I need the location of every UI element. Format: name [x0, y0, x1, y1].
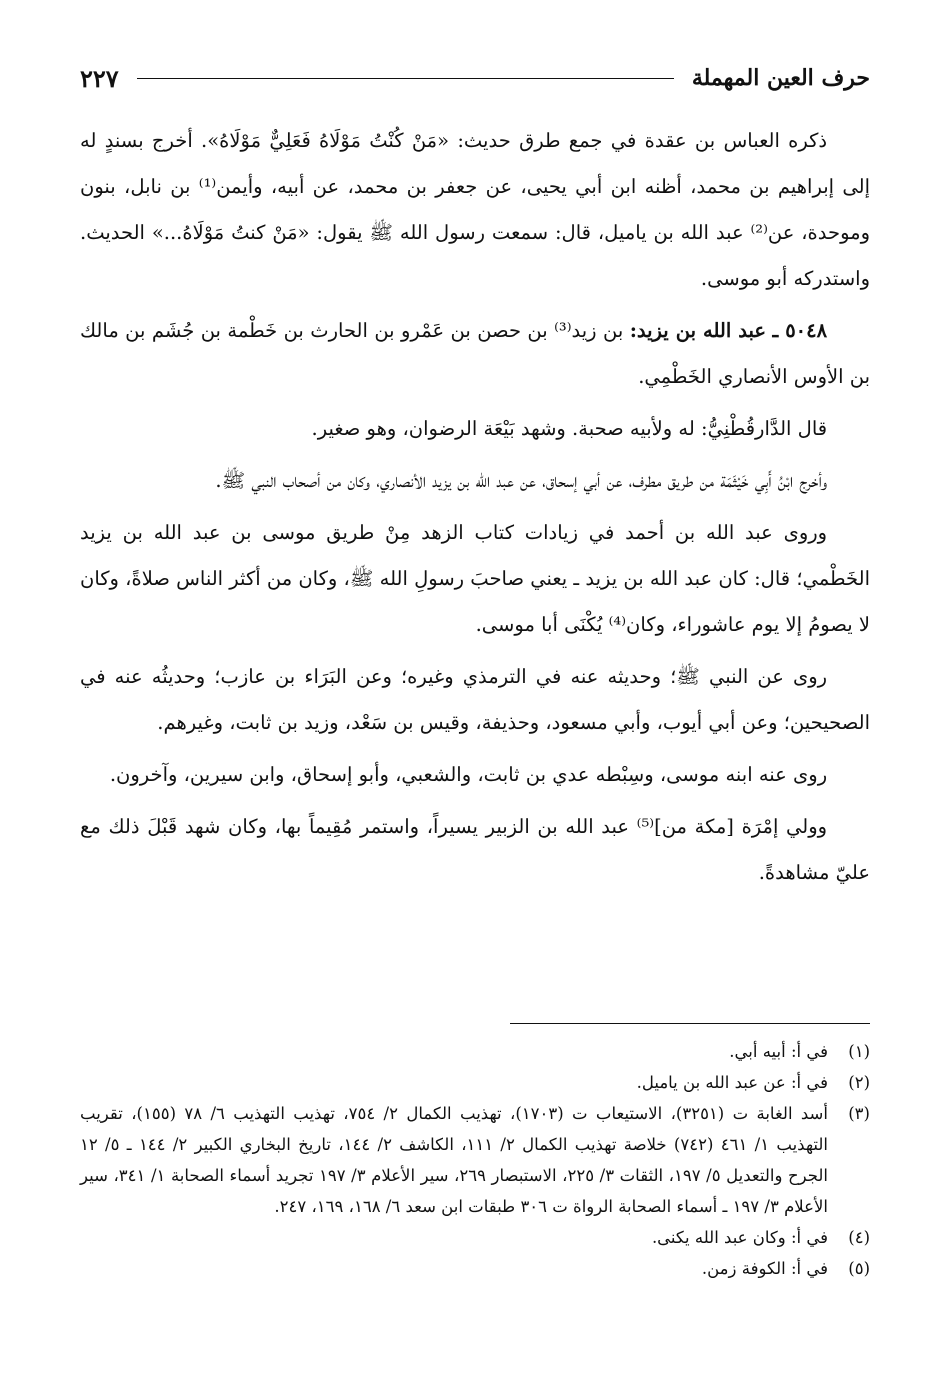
footnotes: [80, 1036, 870, 1284]
paragraph-ibn-abi-khaythama: وأخرج ابْنُ أَبِي خَيْثَمَة من طريق مطرف، عن أبي إسحاق، عن عبد الله بن يزيد الأنصاري، وكان من أصحاب النبي ﷺ.: [215, 469, 828, 492]
paragraph-narrated-by: روى عنه ابنه موسى، وسِبْطه عدي بن ثابت، والشعبي، وأبو إسحاق، وابن سيرين، وآخرون.: [109, 763, 828, 786]
running-header: [80, 58, 870, 98]
footnote-number: (٢): [848, 1073, 870, 1092]
footnote-text: في أ: عن عبد الله بن ياميل.: [636, 1073, 828, 1092]
footnote-4: [80, 1222, 870, 1253]
entry-5048: [80, 308, 870, 400]
page-number: ٢٢٧: [80, 63, 119, 93]
footnote-number: (١): [848, 1042, 870, 1061]
footnote-3: [80, 1098, 870, 1222]
footnote-number: (٤): [848, 1228, 870, 1247]
paragraph-zuhd: وروى عبد الله بن أحمد في زيادات كتاب الزهد مِنْ طريق موسى بن عبد الله بن يزيد الخَطْمي؛ قال: كان عبد الله بن يزيد ـ يعني صاحبَ رسولِ الله ﷺ، وكان من أكثر الناس صلاةً، وكان لا يصومُ إلا يوم عاشوراء، وكان⁽⁴⁾ يُكْنَى أبا موسى.: [80, 521, 870, 636]
footnote-text: في أ: وكان عبد الله يكنى.: [651, 1228, 828, 1247]
footnote-number: (٣): [848, 1104, 870, 1123]
footnote-text: في أ: أبيه أبي.: [729, 1042, 828, 1061]
entry-lineage: بن زيد⁽³⁾ بن حصن بن عَمْرو بن الحارث بن خَطْمة بن جُشَم بن مالك بن الأوس الأنصاري الخَطْمِي.: [80, 319, 870, 388]
paragraph-daraqutni: قال الدَّارقُطْنِيُّ: له ولأبيه صحبة. وشهد بَيْعَة الرضوان، وهو صغير.: [311, 417, 828, 440]
footnote-1: [80, 1036, 870, 1067]
entry-name: عبد الله بن يزيد:: [629, 319, 767, 342]
main-text: [80, 118, 870, 902]
chapter-title: حرف العين المهملة: [691, 65, 870, 91]
paragraph-abbas-ibn-uqda: ذكره العباس بن عقدة في جمع طرق حديث: «مَنْ كُنْتُ مَوْلَاهُ فَعَلِيٌّ مَوْلَاهُ». أخرج بسندٍ له إلى إبراهيم بن محمد، أظنه ابن أبي يحيى، عن جعفر بن محمد، عن أبيه، وأيمن⁽¹⁾ بن نابل، بنون وموحدة، عن⁽²⁾ عبد الله بن ياميل، قال: سمعت رسول الله ﷺ يقول: «مَنْ كنتُ مَوْلَاهُ...» الحديث. واستدركه أبو موسى.: [80, 129, 871, 290]
footnote-separator: [510, 1023, 870, 1024]
footnote-number: (٥): [848, 1259, 870, 1278]
footnote-2: [80, 1067, 870, 1098]
entry-number: ٥٠٤٨ ـ: [772, 319, 828, 342]
footnote-text: في أ: الكوفة زمن.: [701, 1259, 828, 1278]
footnote-5: [80, 1253, 870, 1284]
paragraph-governorship: وولي إمْرَة [مكة من]⁽⁵⁾ عبد الله بن الزبير يسيراً، واستمر مُقِيماً بها، وكان شهد قَبْلَ ذلك مع عليّ مشاهدةً.: [80, 815, 870, 884]
header-rule: [137, 78, 674, 79]
footnote-text: أسد الغابة ت (٣٢٥١)، الاستيعاب ت (١٧٠٣)، تهذيب الكمال ٢/ ٧٥٤، تهذيب التهذيب ٦/ ٧٨ (١٥٥)، تقريب التهذيب ١/ ٤٦١ (٧٤٢) خلاصة تهذيب الكمال ٢/ ١١١، الكاشف ٢/ ١٤٤، تاريخ البخاري الكبير ٢/ ١٤٤ ـ ٥/ ١٢ الجرح والتعديل ٥/ ١٩٧، الثقات ٣/ ٢٢٥، الاستبصار ٢٦٩، سير الأعلام ٣/ ١٩٧ تجريد أسماء الصحابة ١/ ٣٤١، سير الأعلام ٣/ ١٩٧ ـ أسماء الصحابة الرواة ت ٣٠٦ طبقات ابن سعد ٦/ ١٦٨، ١٦٩، ٢٤٧.: [80, 1104, 829, 1216]
book-page: [80, 40, 870, 1360]
paragraph-narrated-from: روى عن النبي ﷺ؛ وحديثه عنه في الترمذي وغيره؛ وعن البَرَاء بن عازب؛ وحديثُه عنه في الصحيحين؛ وعن أبي أيوب، وأبي مسعود، وحذيفة، وقيس بن سَعْد، وزيد بن ثابت، وغيرهم.: [80, 665, 870, 734]
